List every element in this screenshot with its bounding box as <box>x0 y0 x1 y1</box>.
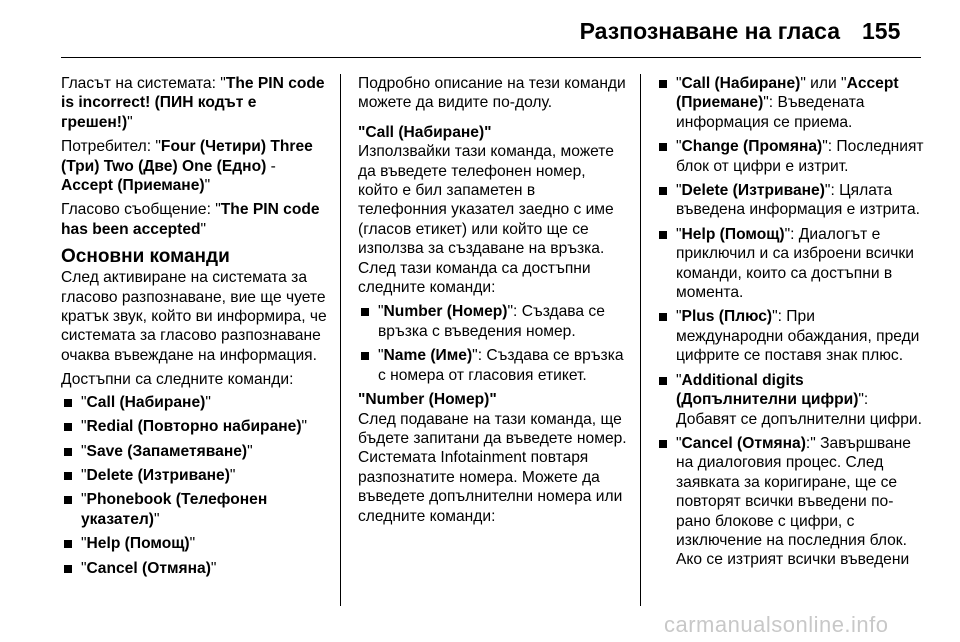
section-text: След активиране на системата за гласово разпознаване, вие ще чуете кратък звук, който ви информира, че системата за гласово разпознаване очаква въвеждане на информация. <box>61 269 327 364</box>
bullet-square-icon <box>64 540 72 548</box>
bullet-square-icon <box>659 231 667 239</box>
subcommand-item: "Change (Промяна)": Последният блок от цифри е изтрит. <box>656 137 924 176</box>
column-3 <box>656 74 924 575</box>
commands-intro: Достъпни са следните команди: <box>61 371 294 389</box>
bullet-square-icon <box>659 143 667 151</box>
page-number: 155 <box>862 18 901 44</box>
bullet-square-icon <box>659 313 667 321</box>
bullet-square-icon <box>659 80 667 88</box>
commands-list <box>61 393 327 578</box>
command-item: "Delete (Изтриване)" <box>61 466 327 485</box>
user-paragraph: Потребител: "Four (Четири) Three (Три) Two (Две) One (Едно) - Accept (Приемане)" <box>61 138 313 195</box>
bullet-square-icon <box>64 472 72 480</box>
bullet-square-icon <box>64 496 72 504</box>
system-voice-paragraph: Гласът на системата: "The PIN code is incorrect! (ПИН кодът е грешен!)" <box>61 75 325 131</box>
column-divider-1 <box>340 74 341 606</box>
bullet-square-icon <box>659 187 667 195</box>
subcommand-item: "Cancel (Отмяна):" Завършване на диалоговия процес. След заявката за коригиране, ще се повторят всички въведени по-рано блокове с цифри, с изключение на последния блок. Ако се изтрият всички въведени <box>656 434 924 570</box>
subcommand-item: "Name (Име)": Създава се връзка с номера от гласовия етикет. <box>358 346 628 385</box>
call-heading: "Call (Набиране)" <box>358 123 492 141</box>
command-item: "Save (Запаметяване)" <box>61 442 327 461</box>
details-intro: Подробно описание на тези команди можете да видите по-долу. <box>358 75 626 112</box>
bullet-square-icon <box>361 308 369 316</box>
command-item: "Redial (Повторно набиране)" <box>61 417 327 436</box>
subcommand-item: "Plus (Плюс)": При международни обаждания, преди цифрите се поставя знак плюс. <box>656 307 924 365</box>
bullet-square-icon <box>64 448 72 456</box>
subcommand-item: "Call (Набиране)" или "Accept (Приемане)": Въведената информация се приема. <box>656 74 924 132</box>
section-title: Основни команди <box>61 246 230 268</box>
number-heading: "Number (Номер)" <box>358 391 497 409</box>
call-description: Използвайки тази команда, можете да въведете телефонен номер, който е бил запаметен в телефонния указател заедно с име (гласов етикет) или който ще се използва за създаване на връзка. След тази команда са достъпни следните команди: <box>358 143 614 297</box>
number-subcommands-list <box>656 74 924 570</box>
bullet-square-icon <box>361 352 369 360</box>
command-item: "Phonebook (Телефонен указател)" <box>61 490 327 529</box>
command-item: "Call (Набиране)" <box>61 393 327 412</box>
bullet-square-icon <box>659 377 667 385</box>
call-subcommands-list <box>358 302 628 385</box>
column-1 <box>61 74 327 583</box>
bullet-square-icon <box>64 423 72 431</box>
voice-message-paragraph: Гласово съобщение: "The PIN code has been accepted" <box>61 201 320 238</box>
header-rule <box>61 57 921 58</box>
number-description: След подаване на тази команда, ще бъдете запитани да въведете номер. Системата Infotainment повтаря разпознатите номера. Можете да въведете допълнителни номера или следните команди: <box>358 410 627 525</box>
bullet-square-icon <box>64 565 72 573</box>
bullet-square-icon <box>64 399 72 407</box>
subcommand-item: "Help (Помощ)": Диалогът е приключил и са изброени всички команди, които са достъпни в момента. <box>656 225 924 303</box>
column-2 <box>358 74 628 531</box>
subcommand-item: "Additional digits (Допълнителни цифри)": Добавят се допълнителни цифри. <box>656 371 924 429</box>
watermark: carmanualsonline.info <box>664 612 889 637</box>
page-header-title: Разпознаване на гласа <box>579 18 840 44</box>
subcommand-item: "Number (Номер)": Създава се връзка с въведения номер. <box>358 302 628 341</box>
subcommand-item: "Delete (Изтриване)": Цялата въведена информация е изтрита. <box>656 181 924 220</box>
bullet-square-icon <box>659 440 667 448</box>
command-item: "Help (Помощ)" <box>61 534 327 553</box>
command-item: "Cancel (Отмяна)" <box>61 559 327 578</box>
column-divider-2 <box>640 74 641 606</box>
